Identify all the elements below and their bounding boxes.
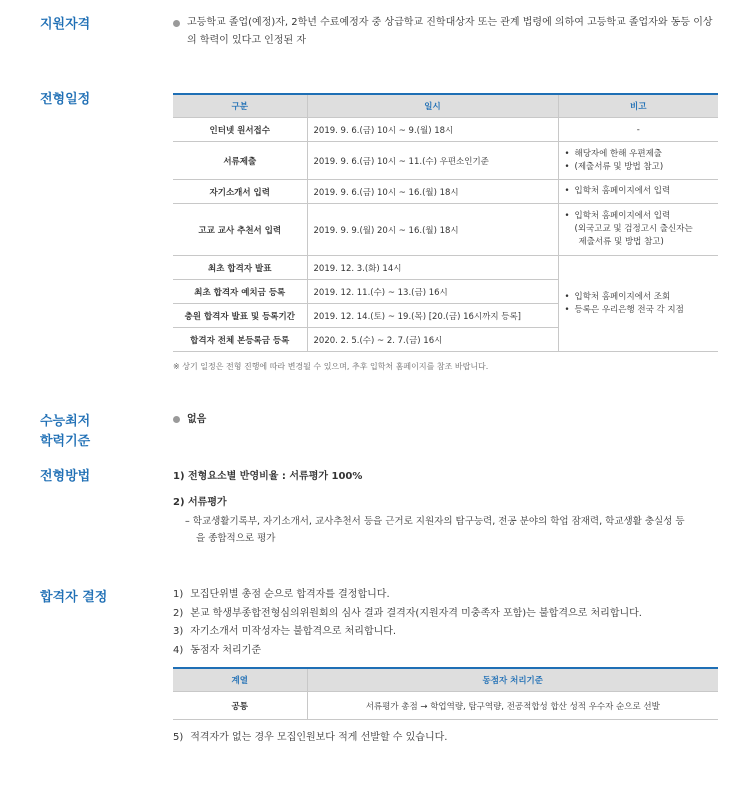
- table-row: [173, 692, 718, 720]
- schedule-footnote: ※ 상기 일정은 전형 진행에 따라 변경될 수 있으며, 추후 입학처 홈페이지를 참조 바랍니다.: [173, 362, 489, 371]
- decision-item5: [173, 729, 447, 748]
- list-item: 2) 본교 학생부종합전형심의위원회의 심사 결과 결격자(지원자격 미충족자 포함)는 불합격으로 처리합니다.: [173, 607, 642, 619]
- schedule-note: -: [558, 118, 718, 142]
- schedule-item: 충원 합격자 발표 및 등록기간: [173, 304, 307, 328]
- note-line: • 해당자에 한해 우편제출: [565, 148, 713, 161]
- schedule-date: 2019. 9. 6.(금) 10시 ~ 9.(월) 18시: [307, 118, 558, 142]
- decision-title: 합격자 결정: [40, 590, 108, 605]
- schedule-header-category: 구분: [173, 94, 307, 118]
- tie-header-criteria: 동점자 처리기준: [307, 668, 718, 692]
- decision-list: [173, 586, 642, 660]
- schedule-header-date: 일시: [307, 94, 558, 118]
- list-item: 5) 적격자가 없는 경우 모집인원보다 적게 선발할 수 있습니다.: [173, 732, 448, 743]
- tie-header-category: 계열: [173, 668, 307, 692]
- csat-title-line1: 수능최저: [40, 414, 91, 429]
- list-item: 4) 동점자 처리기준: [173, 644, 261, 656]
- schedule-item: 고교 교사 추천서 입력: [173, 204, 307, 256]
- schedule-merged-note: [558, 256, 718, 352]
- list-item: 1) 모집단위별 총점 순으로 합격자를 결정합니다.: [173, 589, 390, 600]
- note-line: • (제출서류 및 방법 참고): [565, 161, 713, 174]
- csat-value: 없음: [187, 414, 207, 425]
- note-line: • 등록은 우리은행 전국 각 지점: [565, 304, 713, 317]
- schedule-note: [558, 204, 718, 256]
- eligibility-title: 지원자격: [40, 17, 91, 32]
- schedule-item: 자기소개서 입력: [173, 180, 307, 204]
- method-title: 전형방법: [40, 469, 91, 484]
- schedule-item: 합격자 전체 본등록금 등록: [173, 328, 307, 352]
- list-item: 3) 자기소개서 미작성자는 불합격으로 처리합니다.: [173, 626, 397, 637]
- schedule-item: 최초 합격자 발표: [173, 256, 307, 280]
- csat-title-line2: 학력기준: [40, 434, 91, 449]
- note-line: (외국고교 및 검정고시 출신자는: [574, 224, 693, 234]
- bullet-dot-icon: [173, 416, 180, 423]
- table-row: [173, 118, 718, 142]
- eligibility-text-line1: 고등학교 졸업(예정)자, 2학년 수료예정자 중 상급학교 진학대상자 또는 관계 법령에 의하여 고등학교 졸업자와 동등 이상: [187, 17, 713, 28]
- table-row: [173, 204, 718, 256]
- method-item1: 1) 전형요소별 반영비율 : 서류평가 100%: [173, 471, 363, 482]
- schedule-header-note: 비고: [558, 94, 718, 118]
- tie-criteria: 서류평가 총점 → 학업역량, 탐구역량, 전공적합성 합산 성적 우수자 순으로 선발: [307, 692, 718, 720]
- schedule-date: 2019. 9. 6.(금) 10시 ~ 11.(수) 우편소인기준: [307, 142, 558, 180]
- schedule-title: 전형일정: [40, 92, 91, 107]
- note-line: • 입학처 홈페이지에서 입력: [565, 185, 713, 198]
- tie-category: 공통: [173, 692, 307, 720]
- schedule-item: 서류제출: [173, 142, 307, 180]
- schedule-item: 인터넷 원서접수: [173, 118, 307, 142]
- schedule-note: [558, 142, 718, 180]
- schedule-date: 2020. 2. 5.(수) ~ 2. 7.(금) 16시: [307, 328, 558, 352]
- schedule-table: [173, 93, 718, 352]
- eligibility-text-line2: 의 학력이 있다고 인정된 자: [187, 35, 306, 46]
- table-row: [173, 142, 718, 180]
- schedule-date: 2019. 12. 3.(화) 14시: [307, 256, 558, 280]
- schedule-date: 2019. 12. 11.(수) ~ 13.(금) 16시: [307, 280, 558, 304]
- method-item2: 2) 서류평가: [173, 497, 227, 508]
- note-line: • 입학처 홈페이지에서 입력: [565, 210, 713, 223]
- method-detail-line2: 을 종합적으로 평가: [196, 533, 276, 544]
- schedule-date: 2019. 9. 6.(금) 10시 ~ 16.(월) 18시: [307, 180, 558, 204]
- method-detail-line1: – 학교생활기록부, 자기소개서, 교사추천서 등을 근거로 지원자의 탐구능력, 전공 분야의 학업 잠재력, 학교생활 충실성 등: [185, 516, 685, 527]
- schedule-date: 2019. 12. 14.(토) ~ 19.(목) [20.(금) 16시까지 등록]: [307, 304, 558, 328]
- bullet-dot-icon: [173, 20, 180, 27]
- table-row: [173, 256, 718, 280]
- note-line: • 입학처 홈페이지에서 조회: [565, 291, 713, 304]
- schedule-date: 2019. 9. 9.(월) 20시 ~ 16.(월) 18시: [307, 204, 558, 256]
- schedule-note: [558, 180, 718, 204]
- note-line: 제출서류 및 방법 참고): [578, 237, 664, 247]
- tie-table: [173, 667, 718, 720]
- table-row: [173, 180, 718, 204]
- schedule-item: 최초 합격자 예치금 등록: [173, 280, 307, 304]
